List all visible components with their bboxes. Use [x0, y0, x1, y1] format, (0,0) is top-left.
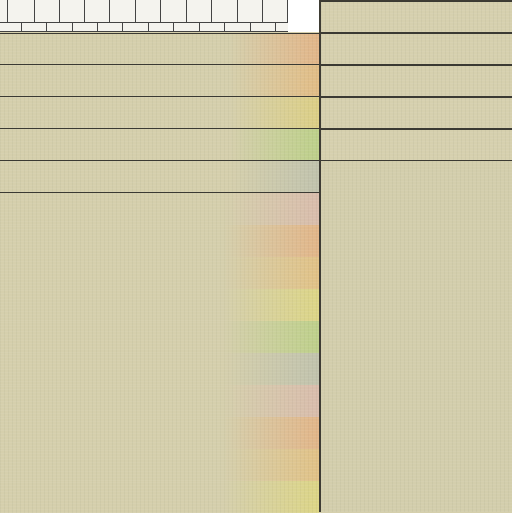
swatch-yellow: [0, 289, 319, 321]
row-grey: [0, 161, 319, 193]
brick-pattern: [0, 0, 320, 32]
swatch-yellow-2: [0, 481, 319, 513]
swatch-pink: [0, 193, 319, 225]
row-green: [0, 129, 319, 161]
row-orange: [0, 33, 319, 65]
blank-corner: [288, 0, 320, 32]
swatch-orange-light: [0, 257, 319, 289]
right-tile: [321, 129, 512, 161]
row-yellow: [0, 97, 319, 129]
right-tile: [321, 33, 512, 65]
swatch-orange: [0, 225, 319, 257]
swatch-orange-2: [0, 417, 319, 449]
right-tile: [321, 1, 512, 33]
swatch-pink-2: [0, 385, 319, 417]
white-tile-strip: [0, 0, 320, 32]
swatch-green: [0, 321, 319, 353]
row-orange-light: [0, 65, 319, 97]
swatch-orange-light-2: [0, 449, 319, 481]
right-tile: [321, 97, 512, 129]
swatch-grey: [0, 353, 319, 385]
right-tile: [321, 65, 512, 97]
